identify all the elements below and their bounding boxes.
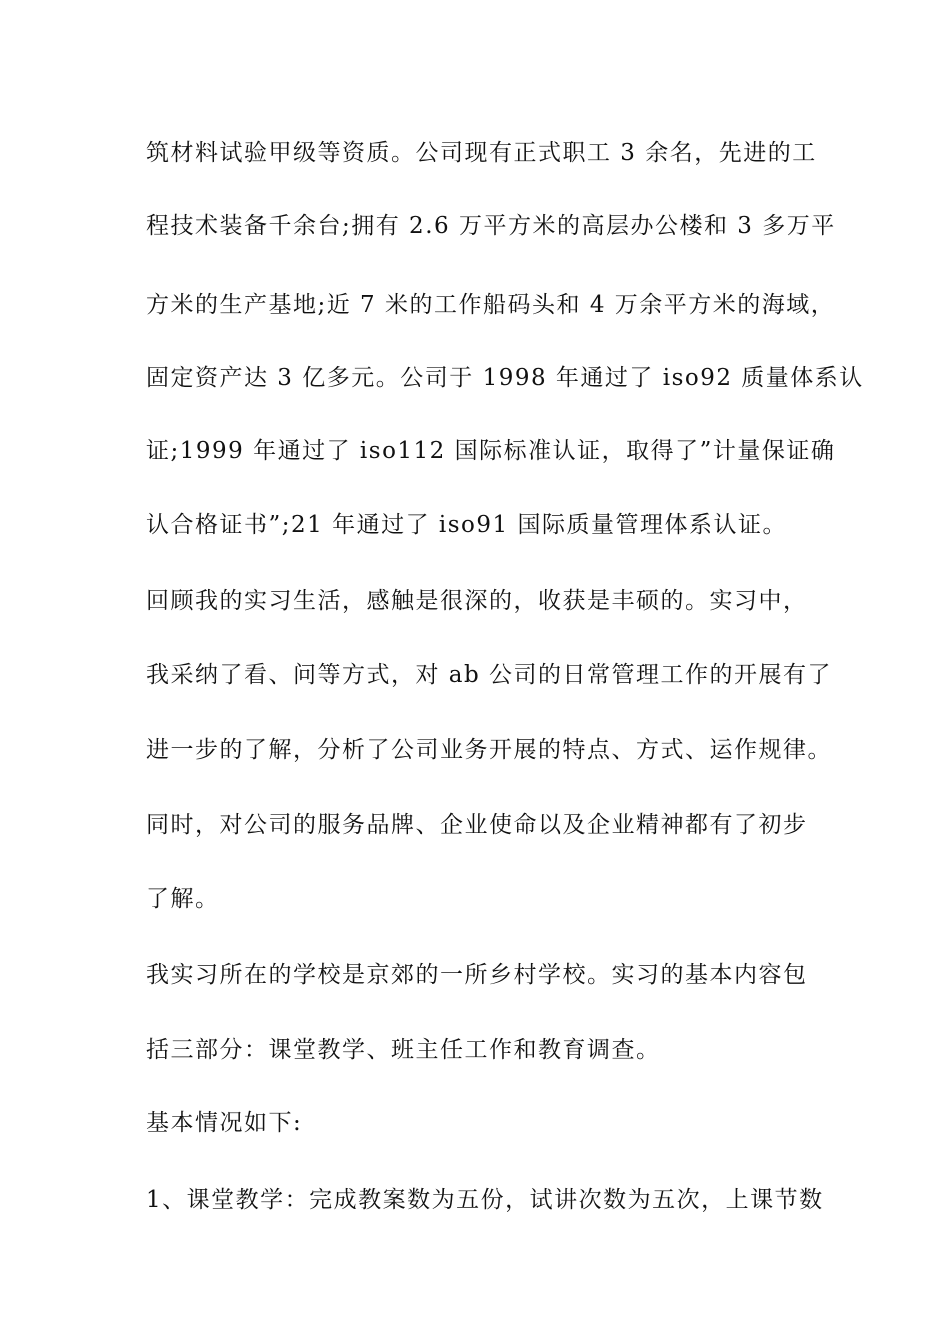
text-line-8: 我采纳了看、问等方式，对 ab 公司的日常管理工作的开展有了 — [146, 662, 833, 688]
text-line-1: 筑材料试验甲级等资质。公司现有正式职工 3 余名，先进的工 — [146, 140, 817, 166]
text-line-5: 证;1999 年通过了 iso112 国际标准认证，取得了”计量保证确 — [146, 438, 836, 464]
text-line-9: 进一步的了解，分析了公司业务开展的特点、方式、运作规律。 — [146, 737, 832, 763]
text-line-3: 方米的生产基地;近 7 米的工作船码头和 4 万余平方米的海域， — [146, 292, 836, 318]
text-line-15: 1、课堂教学：完成教案数为五份，试讲次数为五次，上课节数 — [146, 1187, 824, 1213]
text-line-14: 基本情况如下: — [146, 1110, 303, 1136]
text-line-11: 了解。 — [146, 886, 220, 912]
text-line-2: 程技术装备千余台;拥有 2.6 万平方米的高层办公楼和 3 多万平 — [146, 213, 836, 239]
text-line-10: 同时，对公司的服务品牌、企业使命以及企业精神都有了初步 — [146, 812, 808, 838]
text-line-12: 我实习所在的学校是京郊的一所乡村学校。实习的基本内容包 — [146, 962, 808, 988]
text-line-6: 认合格证书”;21 年通过了 iso91 国际质量管理体系认证。 — [146, 512, 787, 538]
text-line-13: 括三部分：课堂教学、班主任工作和教育调查。 — [146, 1037, 661, 1063]
text-line-4: 固定资产达 3 亿多元。公司于 1998 年通过了 iso92 质量体系认 — [146, 365, 864, 391]
text-line-7: 回顾我的实习生活，感触是很深的，收获是丰硕的。实习中， — [146, 588, 808, 614]
